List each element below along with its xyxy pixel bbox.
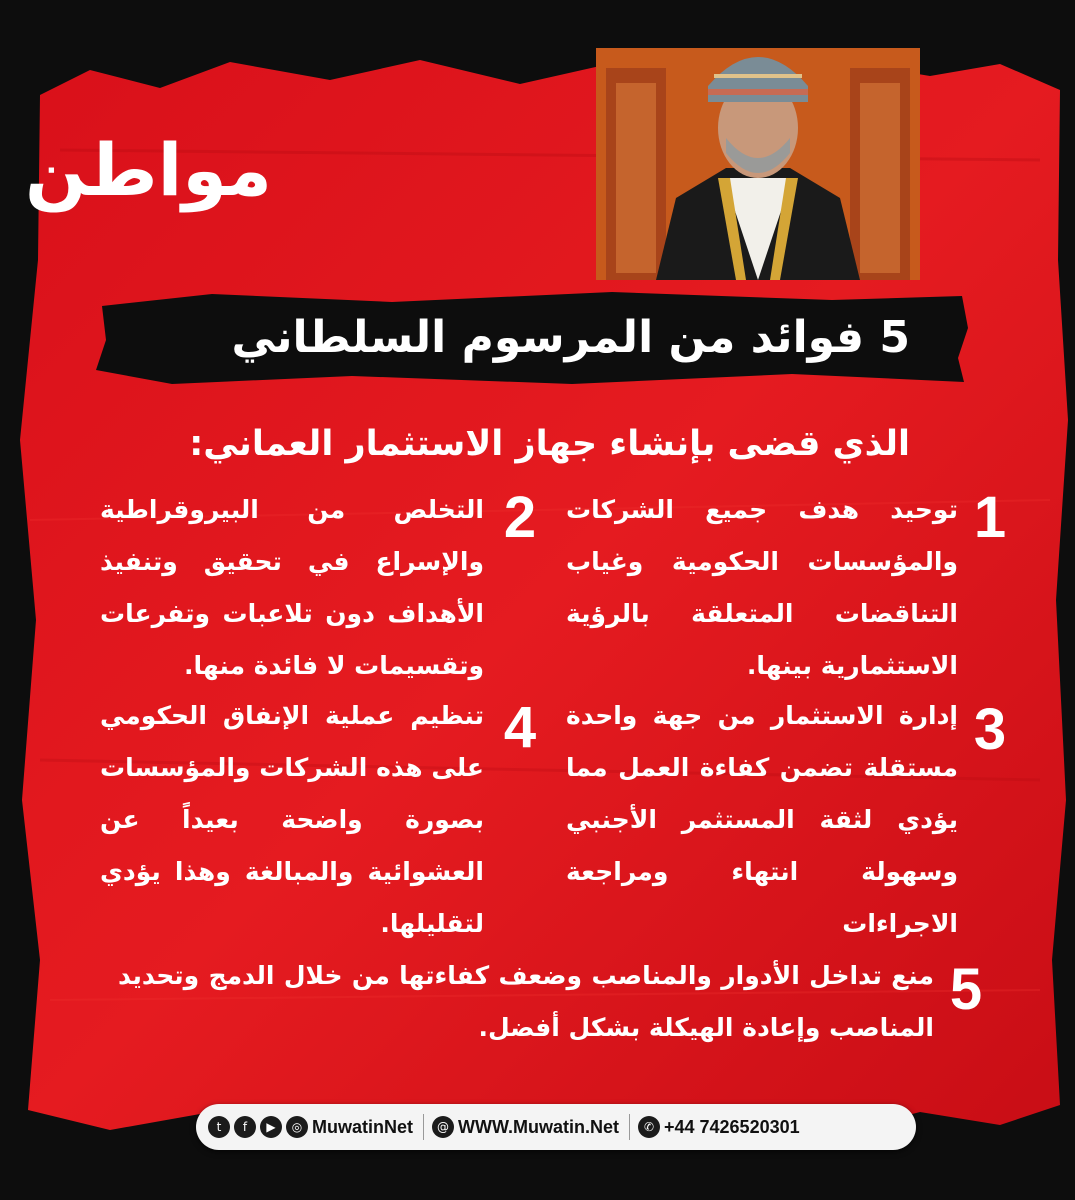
twitter-icon[interactable]: t: [208, 1116, 230, 1138]
footer-divider: [423, 1114, 424, 1140]
item-2-text: التخلص من البيروقراطية والإسراع في تحقيق وتنفيذ الأهداف دون تلاعبات وتفرعات وتقسيمات لا فائدة منها.: [100, 495, 484, 680]
phone-number[interactable]: +44 7426520301: [663, 1116, 800, 1137]
item-5-number: 5: [949, 957, 983, 1022]
instagram-icon[interactable]: ◎: [286, 1116, 308, 1138]
item-1-number: 1: [973, 485, 1007, 550]
item-5-text: منع تداخل الأدوار والمناصب وضعف كفاءتها من خلال الدمج وتحديد المناصب وإعادة الهيكلة بشكل أفضل.: [118, 961, 934, 1042]
youtube-icon[interactable]: ▶: [260, 1116, 282, 1138]
leader-portrait: [596, 28, 920, 280]
website-link[interactable]: WWW.Muwatin.Net: [458, 1116, 619, 1137]
item-4-number: 4: [503, 695, 537, 760]
social-handle[interactable]: MuwatinNet: [312, 1116, 413, 1137]
contact-footer: [196, 1104, 916, 1150]
item-1-text: توحيد هدف جميع الشركات والمؤسسات الحكومية وغياب التناقضات المتعلقة بالرؤية الاستثمارية بينها.: [566, 495, 958, 680]
muwatin-logo: مواطن: [24, 128, 272, 212]
footer-divider: [629, 1114, 630, 1140]
page-title: 5 فوائد من المرسوم السلطاني: [231, 312, 910, 363]
subtitle: الذي قضى بإنشاء جهاز الاستثمار العماني:: [189, 424, 910, 464]
facebook-icon[interactable]: f: [234, 1116, 256, 1138]
item-3-text: إدارة الاستثمار من جهة واحدة مستقلة تضمن كفاءة العمل مما يؤدي لثقة المستثمر الأجنبي وسهولة انتهاء ومراجعة الاجراءات: [566, 701, 958, 938]
item-4-text: تنظيم عملية الإنفاق الحكومي على هذه الشركات والمؤسسات بصورة واضحة بعيداً عن العشوائية والمبالغة وهذا يؤدي لتقليلها.: [100, 701, 484, 938]
item-3-number: 3: [973, 697, 1007, 762]
item-2-number: 2: [503, 485, 537, 550]
at-icon: @: [432, 1116, 454, 1138]
whatsapp-icon: ✆: [638, 1116, 660, 1138]
